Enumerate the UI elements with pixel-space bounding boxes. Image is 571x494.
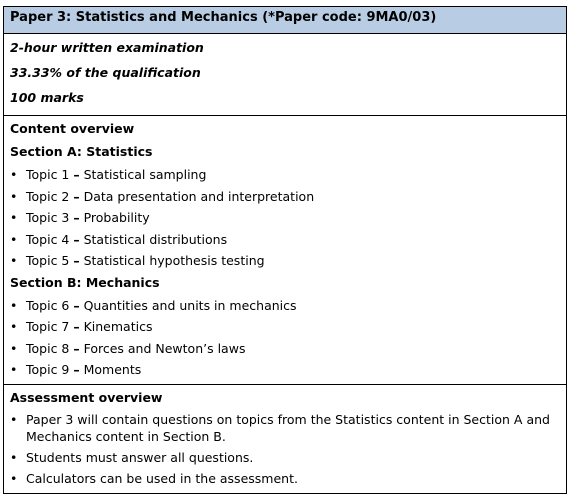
list-item: • Students must answer all questions.	[10, 448, 560, 470]
paper-facts	[4, 33, 566, 115]
content-overview	[4, 115, 566, 384]
topic-number: Topic 8	[26, 340, 70, 356]
total-marks: 100 marks	[10, 90, 84, 105]
topic-separator: –	[73, 319, 80, 334]
topic-number: Topic 4	[26, 231, 70, 247]
qualification-weight: 33.33% of the qualification	[10, 65, 201, 80]
topic-name: Quantities and units in mechanics	[83, 297, 297, 313]
topic-name: Probability	[83, 210, 150, 225]
topic-name: Kinematics	[83, 319, 153, 334]
topic-name: Moments	[83, 362, 142, 377]
topic-separator: –	[73, 167, 80, 182]
topic-name: Statistical distributions	[83, 231, 228, 247]
topic-separator: –	[73, 362, 80, 377]
topic-number: Topic 1	[26, 167, 70, 182]
topic-separator: –	[73, 188, 80, 204]
list-item	[10, 339, 560, 361]
list-item	[10, 230, 560, 252]
list-item	[10, 360, 560, 382]
assessment-list	[10, 411, 560, 491]
topic-number: Topic 2	[26, 188, 70, 204]
list-item	[10, 296, 560, 318]
topic-number: Topic 9	[26, 362, 70, 377]
paper-title: Paper 3: Statistics and Mechanics (*Paper code: 9MA0/03)	[4, 7, 566, 33]
topic-number: Topic 5	[26, 253, 70, 268]
section-a-topic-list	[10, 165, 560, 273]
list-item	[10, 251, 560, 273]
topic-name: Statistical sampling	[83, 167, 207, 182]
list-item: • Paper 3 will contain questions on topics from the Statistics content in Section A and Mechanics content in Section B.	[10, 411, 560, 448]
topic-name: Forces and Newton’s laws	[83, 340, 246, 356]
topic-separator: –	[73, 210, 80, 225]
section-a-title: Section A: Statistics	[10, 144, 153, 159]
topic-separator: –	[73, 340, 80, 356]
topic-separator: –	[73, 231, 80, 247]
list-item	[10, 187, 560, 209]
topic-number: Topic 7	[26, 319, 70, 334]
paper-spec-table	[3, 6, 567, 494]
section-b-topic-list	[10, 296, 560, 382]
topic-name: Data presentation and interpretation	[83, 188, 315, 204]
topic-separator: –	[73, 253, 80, 268]
topic-number: Topic 6	[26, 297, 70, 313]
list-item	[10, 208, 560, 230]
list-item	[10, 317, 560, 339]
topic-separator: –	[73, 297, 80, 313]
list-item: • Calculators can be used in the assessment.	[10, 469, 560, 491]
exam-duration: 2-hour written examination	[10, 40, 204, 55]
topic-number: Topic 3	[26, 210, 70, 225]
assessment-overview	[4, 384, 566, 493]
content-overview-heading: Content overview	[10, 121, 135, 136]
section-b-title: Section B: Mechanics	[10, 274, 160, 290]
topic-name: Statistical hypothesis testing	[83, 253, 265, 268]
list-item	[10, 165, 560, 187]
assessment-overview-heading: Assessment overview	[10, 389, 163, 405]
